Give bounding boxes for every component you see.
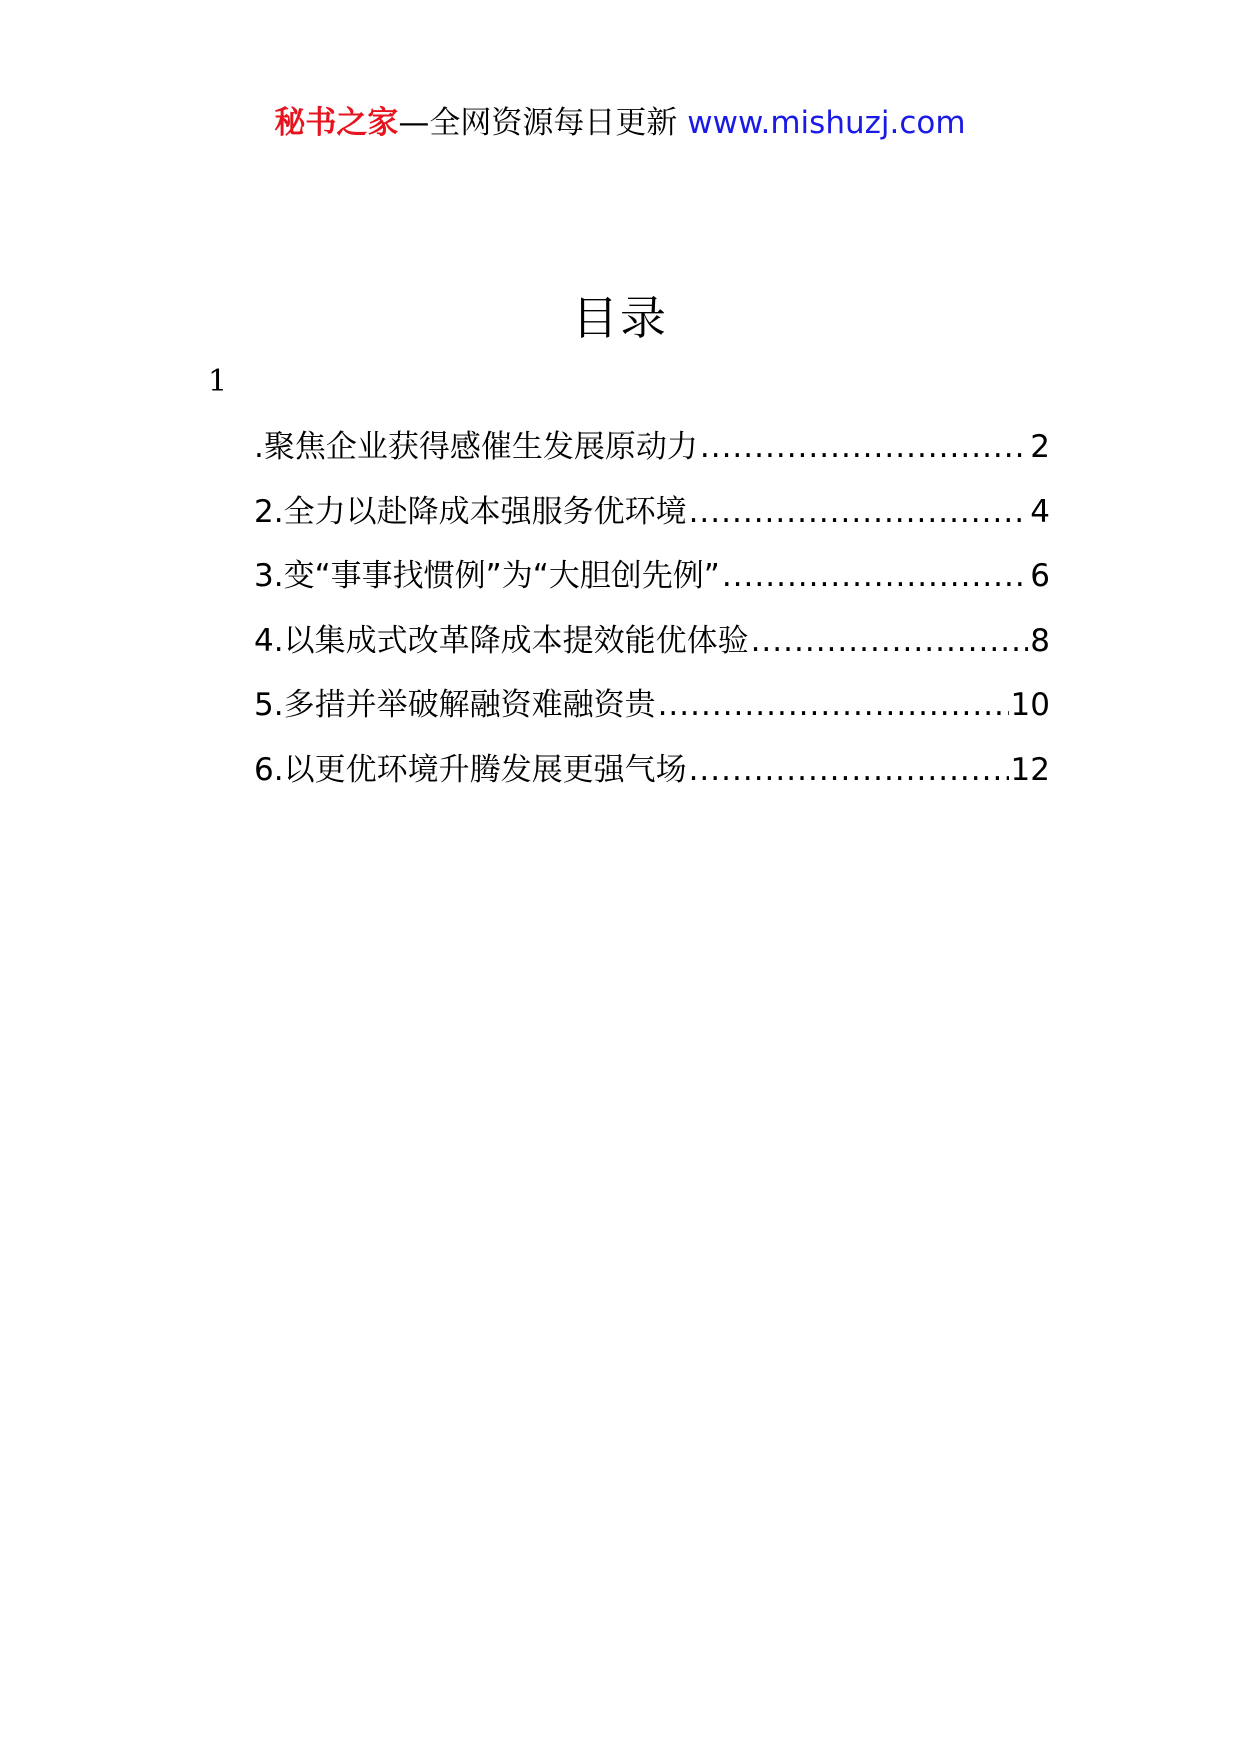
brand-name: 秘书之家	[274, 105, 399, 141]
toc-entry-title: 4.以集成式改革降成本提效能优体验	[254, 622, 749, 659]
toc-entry-4[interactable]	[254, 618, 1050, 683]
list-marker: 1	[208, 364, 228, 399]
website-link[interactable]: www.mishuzj.com	[687, 105, 966, 141]
toc-entry-2[interactable]	[254, 489, 1050, 554]
dot-leader	[689, 747, 1009, 793]
header-tagline: —全网资源每日更新	[398, 105, 688, 141]
dot-leader	[689, 489, 1029, 535]
toc-entry-3[interactable]	[254, 553, 1050, 618]
toc-entry-title: 5.多措并举破解融资难融资贵	[254, 687, 656, 723]
toc-entry-title: 2.全力以赴降成本强服务优环境	[254, 493, 687, 530]
toc-entry-5[interactable]	[254, 682, 1050, 747]
toc-page-number: 6	[1030, 558, 1050, 594]
toc-page-number: 12	[1010, 751, 1050, 788]
dot-leader	[700, 424, 1028, 470]
toc-title: 目录	[572, 291, 668, 345]
toc-entry-title: 6.以更优环境升腾发展更强气场	[254, 751, 687, 788]
site-header	[0, 100, 1240, 146]
dot-leader	[722, 553, 1028, 599]
toc-entry-6[interactable]	[254, 747, 1050, 812]
dot-leader	[751, 618, 1029, 664]
table-of-contents	[254, 424, 1050, 811]
toc-entry-1[interactable]	[254, 424, 1050, 489]
toc-entry-title: .聚焦企业获得感催生发展原动力	[254, 429, 698, 465]
toc-page-number: 4	[1030, 493, 1050, 530]
toc-page-number: 2	[1030, 429, 1050, 465]
toc-page-number: 10	[1010, 687, 1050, 723]
toc-page-number: 8	[1030, 622, 1050, 659]
toc-entry-title: 3.变“事事找惯例”为“大胆创先例”	[254, 558, 720, 594]
dot-leader	[658, 682, 1009, 728]
